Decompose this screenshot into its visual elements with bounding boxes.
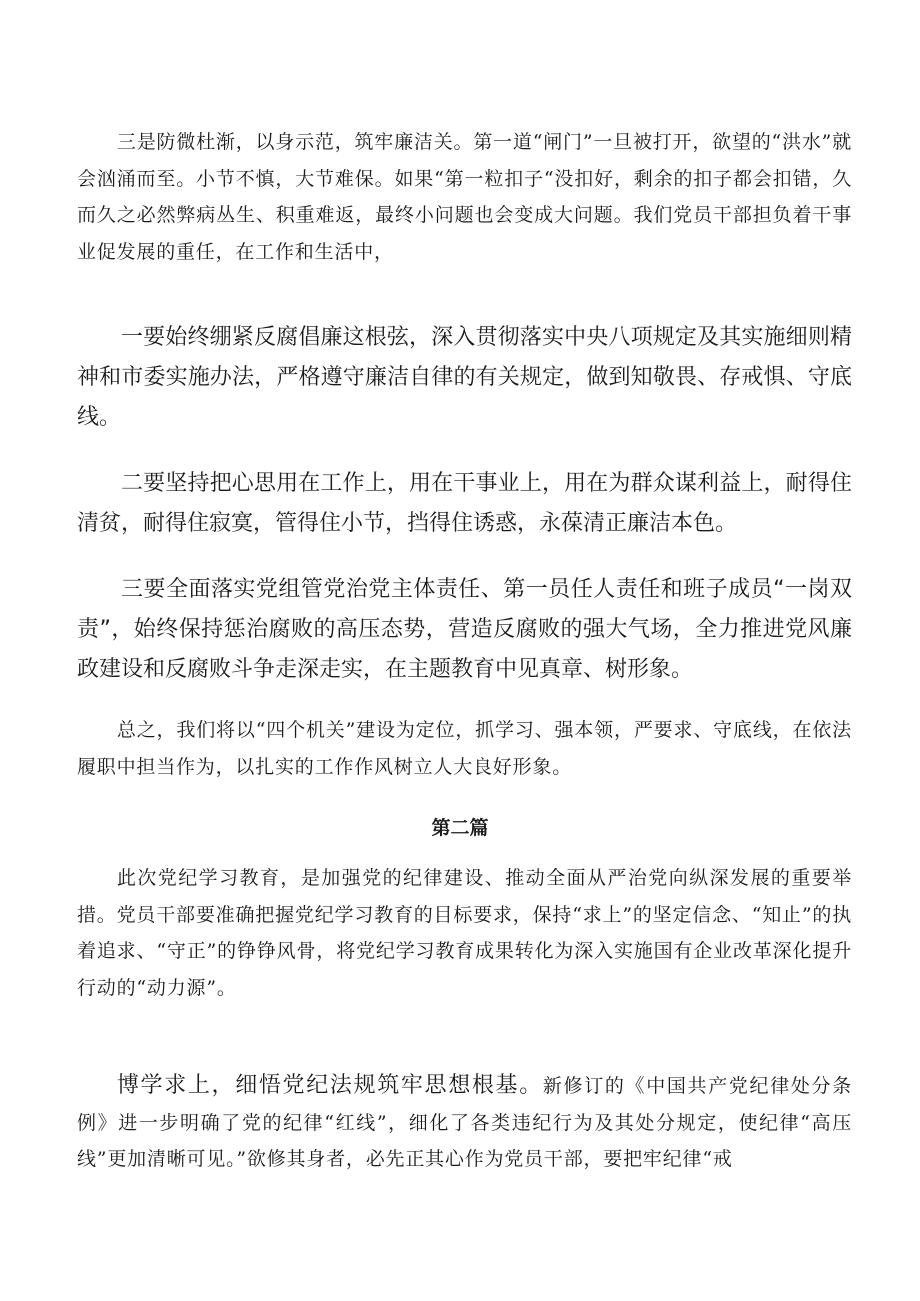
paragraph-second-requirement: 二要坚持把心思用在工作上，用在干事业上，用在为群众谋利益上，耐得住清贫，耐得住寂寞，管得住小节，挡得住诱惑，永葆清正廉洁本色。 (77, 471, 852, 536)
paragraph-first-requirement: 一要始终绷紧反腐倡廉这根弦，深入贯彻落实中央八项规定及其实施细则精神和市委实施办法，严格遵守廉洁自律的有关规定，做到知敬畏、存戒惧、守底线。 (77, 325, 852, 430)
paragraph-conclusion: 总之，我们将以“四个机关”建设为定位，抓学习、强本领，严要求、守底线，在依法履职中担当作为，以扎实的工作作风树立人大良好形象。 (77, 719, 852, 778)
section-heading-part-two: 第二篇 (431, 817, 489, 839)
paragraph-body-text: 新修订的《中国共产党纪律处分条例》进一步明确了党的纪律“红线”，细化了各类违纪行为及其处分规定，使纪律“高压线”更加清晰可见。”欲修其身者，必先正其心作为党员干部，要把牢纪律“戒 (77, 1075, 852, 1170)
paragraph-boxue-qiushang (77, 1068, 852, 1178)
paragraph-party-discipline-education: 此次党纪学习教育，是加强党的纪律建设、推动全面从严治党向纵深发展的重要举措。党员干部要准确把握党纪学习教育的目标要求，保持“求上”的坚定信念、“知止”的执着追求、“守正”的铮铮风骨，将党纪学习教育成果转化为深入实施国有企业改革深化提升行动的“动力源”。 (77, 867, 852, 999)
paragraph-lead-sentence: 博学求上，细悟党纪法规筑牢思想根基。 (116, 1073, 543, 1098)
paragraph-fangwei-dujian: 三是防微杜渐，以身示范，筑牢廉洁关。第一道“闸门”一旦被打开，欲望的“洪水”就会汹涌而至。小节不慎，大节难保。如果“第一粒扣子“没扣好，剩余的扣子都会扣错，久而久之必然弊病丛生、积重难返，最终小问题也会变成大问题。我们党员干部担负着干事业促发展的重任，在工作和生活中， (77, 131, 852, 263)
paragraph-third-requirement: 三要全面落实党组管党治党主体责任、第一员任人责任和班子成员“一岗双责”，始终保持惩治腐败的高压态势，营造反腐败的强大气场，全力推进党风廉政建设和反腐败斗争走深走实，在主题教育中见真章、树形象。 (77, 577, 852, 682)
